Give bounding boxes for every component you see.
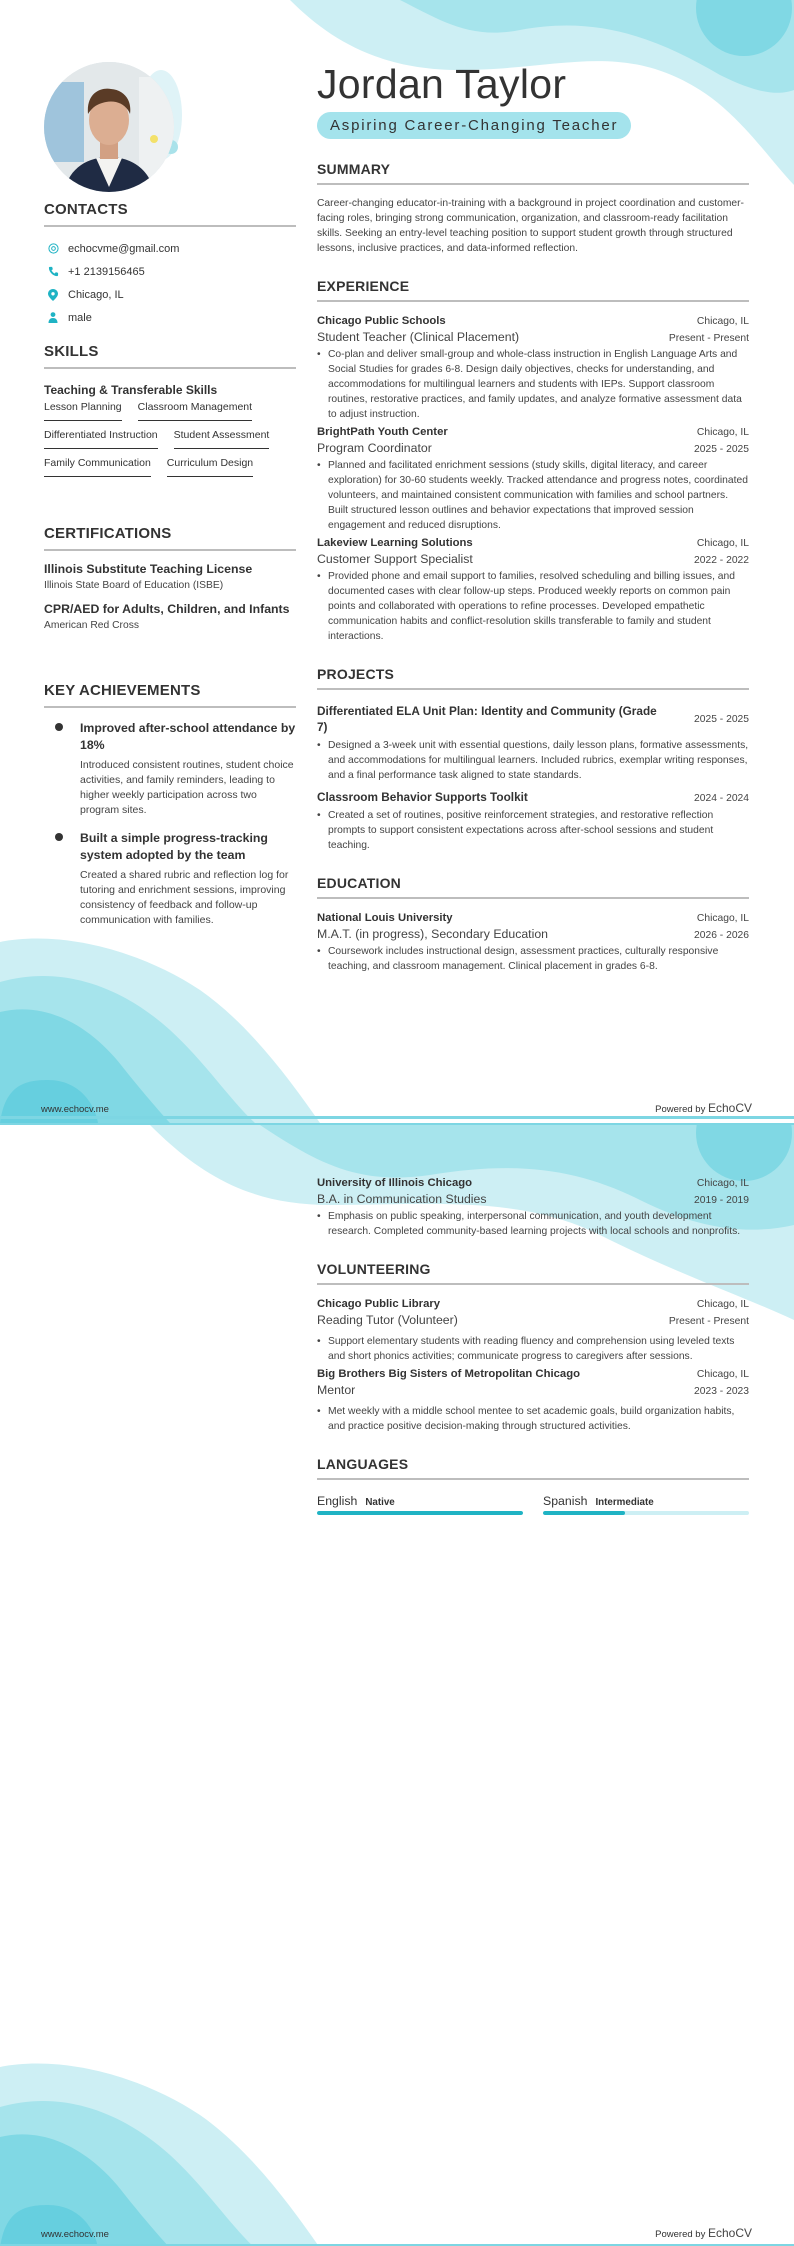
- projects-heading: PROJECTS: [317, 666, 749, 690]
- language-proficiency-bar: [543, 1511, 749, 1515]
- entry-dates: 2022 - 2022: [694, 555, 749, 566]
- contacts-heading: CONTACTS: [44, 201, 296, 227]
- candidate-name: Jordan Taylor: [317, 61, 567, 107]
- project-dates: 2025 - 2025: [694, 713, 749, 725]
- achievement-title: Improved after-school attendance by 18%: [80, 721, 296, 752]
- projects-section: [317, 666, 749, 853]
- resume-page-2: [0, 1123, 794, 2246]
- main-column-continued: [317, 1167, 749, 1515]
- certifications-section: [44, 525, 296, 631]
- profile-photo: [44, 62, 174, 192]
- education-section: [317, 875, 749, 974]
- person-icon: [44, 312, 62, 323]
- skill-tags: [44, 401, 296, 485]
- entry-org: Chicago Public Library: [317, 1298, 441, 1310]
- footer-powered-by: [655, 2226, 752, 2240]
- achievement-item: [44, 720, 296, 818]
- footer-website-link[interactable]: www.echocv.me: [41, 1104, 109, 1115]
- languages-heading: LANGUAGES: [317, 1456, 749, 1480]
- project-entry: [317, 789, 749, 853]
- entry-org: Chicago Public Schools: [317, 315, 446, 327]
- entry-location: Chicago, IL: [696, 913, 749, 924]
- language-item: [543, 1494, 749, 1515]
- entry-role: Customer Support Specialist: [317, 552, 473, 566]
- project-entry: [317, 703, 749, 783]
- entry-degree: M.A.T. (in progress), Secondary Education: [317, 927, 549, 941]
- contact-gender-value: male: [68, 311, 92, 324]
- cert-issuer: American Red Cross: [44, 620, 139, 631]
- entry-org: Lakeview Learning Solutions: [317, 537, 473, 549]
- entry-org: BrightPath Youth Center: [317, 426, 448, 438]
- experience-section: [317, 278, 749, 644]
- contacts-section: [44, 201, 296, 329]
- education-entry: [317, 912, 749, 974]
- entry-bullet: • Co-plan and deliver small-group and whole-class instruction in English Language Arts and Social Studies for grades 6-8. Design daily objectives, checks for understanding, and accommodations for multilingual learners and students with IEPs. Support classroom routines, restorative practices, and family updates, and analyze formative assessment data to adjust instruction.: [317, 347, 749, 422]
- contact-email[interactable]: [44, 237, 296, 260]
- at-icon: [44, 243, 62, 254]
- entry-bullet: • Provided phone and email support to families, resolved scheduling and billing issues, and documented cases with clear follow-up steps. Produced weekly reports on common pain points and collaborated with operations to refine processes. Developed empathetic communication habits and conflict-resolution skills transferable to family and student interactions.: [317, 569, 749, 644]
- language-level: Intermediate: [595, 1497, 654, 1508]
- entry-location: Chicago, IL: [696, 427, 749, 438]
- summary-heading: SUMMARY: [317, 161, 749, 185]
- skills-heading: SKILLS: [44, 343, 296, 369]
- entry-location: Chicago, IL: [696, 538, 749, 549]
- contact-gender: [44, 306, 296, 329]
- contact-location-value: Chicago, IL: [68, 288, 124, 301]
- contact-phone-value: +1 2139156465: [68, 265, 145, 278]
- bullet-dot-icon: [44, 720, 80, 818]
- volunteering-heading: VOLUNTEERING: [317, 1261, 749, 1285]
- experience-entry: [317, 537, 749, 644]
- skill-tag: Differentiated Instruction: [44, 429, 158, 449]
- powered-by-label: Powered by: [655, 2229, 706, 2240]
- language-proficiency-fill: [317, 1511, 523, 1515]
- entry-bullet: • Coursework includes instructional design, assessment practices, culturally responsive teaching, and classroom management. Clinical placement in grades 6-8.: [317, 944, 749, 974]
- entry-org: National Louis University: [317, 912, 453, 924]
- summary-text: Career-changing educator-in-training with a background in project coordination and customer-facing roles, bringing strong communication, organization, and classroom-ready facilitation skills. Seeking an entry-level teaching position to support student growth through structured lessons, inclusive practices, and data-informed reflection.: [317, 198, 744, 254]
- achievements-heading: KEY ACHIEVEMENTS: [44, 682, 296, 708]
- entry-role: Reading Tutor (Volunteer): [317, 1313, 458, 1327]
- entry-bullet: • Emphasis on public speaking, interpersonal communication, and youth development research. Completed community-based learning projects with local schools and nonprofits.: [317, 1209, 749, 1239]
- achievements-section: [44, 682, 296, 928]
- cert-name: CPR/AED for Adults, Children, and Infants: [44, 602, 290, 616]
- language-proficiency-fill: [543, 1511, 625, 1515]
- entry-degree: B.A. in Communication Studies: [317, 1192, 487, 1206]
- skill-tag: Family Communication: [44, 457, 151, 477]
- language-name: Spanish: [543, 1494, 588, 1508]
- skill-tag: Lesson Planning: [44, 401, 122, 421]
- education-entry: [317, 1177, 749, 1239]
- entry-role: Student Teacher (Clinical Placement): [317, 330, 520, 344]
- entry-bullet: • Planned and facilitated enrichment sessions (study skills, digital literacy, and career exploration) for 30-60 students weekly. Tracked attendance and progress notes, coordinated volunteers, and maintained consistent communication with families and school partners. Built structured lesson outlines and behavior expectations that improved session engagement and reduced disruptions.: [317, 458, 749, 533]
- volunteering-section: [317, 1261, 749, 1434]
- entry-location: Chicago, IL: [696, 1299, 749, 1310]
- entry-bullet: • Support elementary students with reading fluency and comprehension using leveled texts and short phonics activities; communicate progress to caregivers after sessions.: [317, 1334, 749, 1364]
- location-pin-icon: [44, 289, 62, 301]
- achievement-title: Built a simple progress-tracking system adopted by the team: [80, 831, 268, 862]
- entry-dates: 2023 - 2023: [694, 1386, 749, 1397]
- project-dates: 2024 - 2024: [694, 793, 749, 804]
- summary-section: [317, 161, 749, 256]
- entry-location: Chicago, IL: [696, 1178, 749, 1189]
- languages-section: [317, 1456, 749, 1515]
- entry-dates: Present - Present: [668, 1316, 749, 1327]
- bullet-dot-icon: [44, 830, 80, 928]
- footer-website-link[interactable]: www.echocv.me: [41, 2229, 109, 2240]
- entry-dates: 2025 - 2025: [694, 444, 749, 455]
- job-title-badge: Aspiring Career-Changing Teacher: [317, 112, 631, 139]
- project-bullet: • Created a set of routines, positive reinforcement strategies, and restorative reflection prompts to support consistent expectations across after-school sessions and student teaching.: [317, 808, 749, 853]
- contact-email-value: echocvme@gmail.com: [68, 242, 180, 255]
- main-column: [317, 62, 749, 974]
- project-title: Differentiated ELA Unit Plan: Identity and Community (Grade 7): [317, 704, 657, 734]
- entry-dates: Present - Present: [668, 333, 749, 344]
- entry-dates: 2026 - 2026: [694, 930, 749, 941]
- entry-location: Chicago, IL: [696, 316, 749, 327]
- skill-tag: Student Assessment: [174, 429, 270, 449]
- experience-entry: [317, 426, 749, 533]
- contact-phone[interactable]: [44, 260, 296, 283]
- entry-role: Mentor: [317, 1383, 356, 1397]
- avatar-illustration: [44, 62, 174, 192]
- cert-name: Illinois Substitute Teaching License: [44, 562, 253, 576]
- achievement-desc: Created a shared rubric and reflection log for tutoring and enrichment sessions, improving consistency of feedback and follow-up communication with families.: [80, 869, 289, 926]
- experience-heading: EXPERIENCE: [317, 278, 749, 302]
- language-name: English: [317, 1494, 358, 1508]
- project-bullet: • Designed a 3-week unit with essential questions, daily lesson plans, formative assessments, and accommodations for multilingual learners. Included rubrics, exemplar writing responses, and a final performance task aligned to state standards.: [317, 738, 749, 783]
- skill-tag: Curriculum Design: [167, 457, 253, 477]
- entry-bullet: • Met weekly with a middle school mentee to set academic goals, build organization habits, and practice positive decision-making through structured activities.: [317, 1404, 749, 1434]
- education-heading: EDUCATION: [317, 875, 749, 899]
- experience-entry: [317, 315, 749, 422]
- project-title: Classroom Behavior Supports Toolkit: [317, 790, 528, 804]
- language-item: [317, 1494, 523, 1515]
- entry-location: Chicago, IL: [696, 1369, 749, 1380]
- skill-group-title: Teaching & Transferable Skills: [44, 383, 218, 397]
- cert-issuer: Illinois State Board of Education (ISBE): [44, 580, 224, 591]
- language-level: Native: [365, 1497, 395, 1508]
- brand-name: EchoCV: [707, 2226, 752, 2240]
- language-proficiency-bar: [317, 1511, 523, 1515]
- skill-tag: Classroom Management: [138, 401, 252, 421]
- achievement-desc: Introduced consistent routines, student choice activities, and family reminders, leading to higher weekly participation across two program sites.: [80, 759, 294, 816]
- volunteer-entry: [317, 1298, 749, 1364]
- volunteer-entry: [317, 1368, 749, 1434]
- entry-org: University of Illinois Chicago: [317, 1177, 473, 1189]
- achievement-item: [44, 830, 296, 928]
- brand-name: EchoCV: [707, 1101, 752, 1115]
- skills-section: [44, 343, 296, 485]
- entry-org: Big Brothers Big Sisters of Metropolitan Chicago: [317, 1368, 580, 1380]
- phone-icon: [44, 266, 62, 277]
- entry-dates: 2019 - 2019: [694, 1195, 749, 1206]
- powered-by-label: Powered by: [655, 1104, 706, 1115]
- contact-location: [44, 283, 296, 306]
- entry-role: Program Coordinator: [317, 441, 432, 455]
- certifications-heading: CERTIFICATIONS: [44, 525, 296, 551]
- footer-powered-by: [655, 1101, 752, 1115]
